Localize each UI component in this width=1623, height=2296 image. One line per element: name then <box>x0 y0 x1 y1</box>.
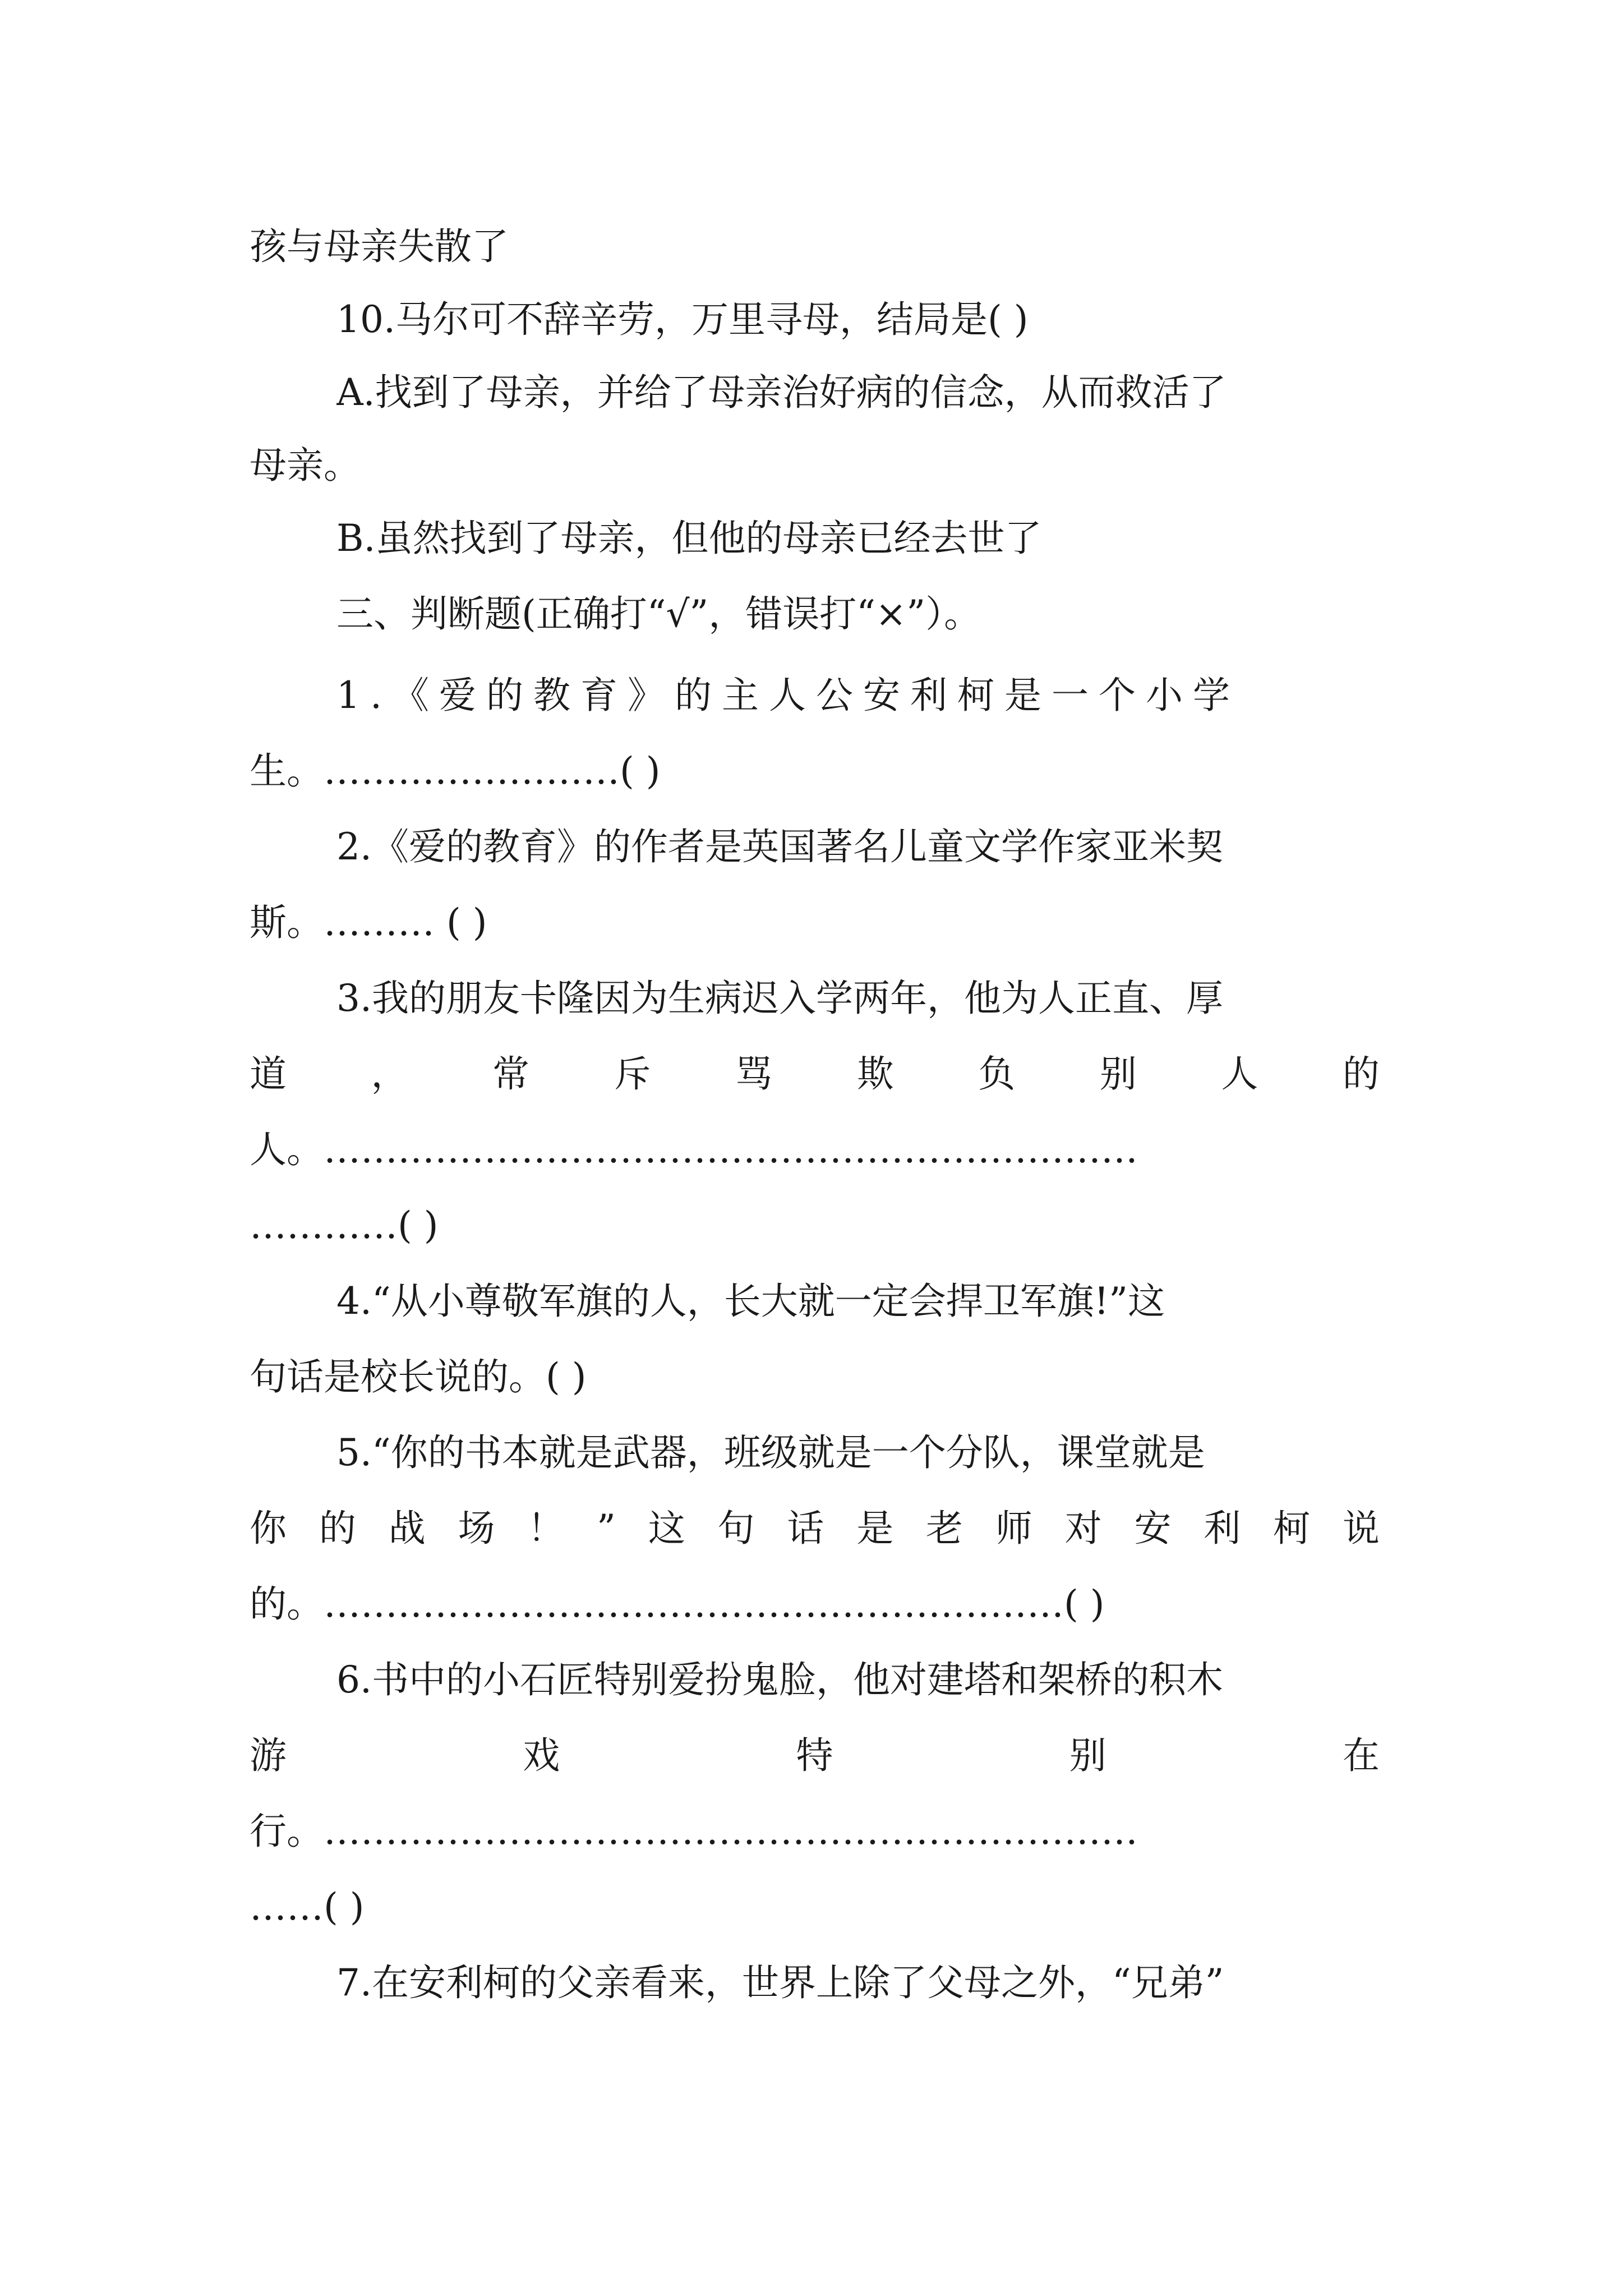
judgment-2-line-1: 2.《爱的教育》的作者是英国著名儿童文学作家亚米契 <box>336 825 1223 868</box>
justified-char: 战 <box>388 1507 426 1550</box>
judgment-6-line-2 <box>250 1728 1380 1784</box>
judgment-3-line-3: 人。………………………………………………………… <box>250 1128 1138 1171</box>
justified-char: 场 <box>458 1507 495 1550</box>
justified-char: 特 <box>796 1734 833 1777</box>
justified-char: 骂 <box>735 1052 773 1096</box>
judgment-6-line-3: 行。………………………………………………………… <box>250 1810 1138 1853</box>
judgment-1-line-1: 1.《爱的教育》的主人公安利柯是一个小学 <box>336 674 1240 717</box>
justified-char: ， <box>371 1052 408 1096</box>
judgment-1-line-2: 生。……………………( ) <box>250 749 661 793</box>
judgment-3-line-1: 3.我的朋友卡隆因为生病迟入学两年，他为人正直、厚 <box>336 977 1223 1020</box>
justified-char: 柯 <box>1273 1507 1311 1550</box>
justified-char: 的 <box>319 1507 356 1550</box>
justified-char: 负 <box>978 1052 1016 1096</box>
justified-char: 的 <box>1342 1052 1380 1096</box>
justified-char: 人 <box>1221 1052 1258 1096</box>
option-a-line-1: A.找到了母亲，并给了母亲治好病的信念，从而救活了 <box>336 371 1227 414</box>
judgment-5-line-3: 的。……………………………………………………( ) <box>250 1582 1105 1626</box>
justified-char: 游 <box>250 1734 287 1777</box>
question-10: 10.马尔可不辞辛劳，万里寻母，结局是( ) <box>336 298 1029 341</box>
justified-char: 话 <box>787 1507 824 1550</box>
judgment-5-line-2 <box>250 1501 1380 1557</box>
judgment-3-line-2 <box>250 1046 1380 1102</box>
justified-char: 这 <box>648 1507 685 1550</box>
judgment-6-line-4: ……( ) <box>250 1885 365 1929</box>
judgment-4-line-2: 句话是校长说的。( ) <box>250 1355 587 1398</box>
judgment-6-line-1: 6.书中的小石匠特别爱扮鬼脸，他对建塔和架桥的积木 <box>336 1658 1223 1701</box>
text-line-1: 孩与母亲失散了 <box>250 225 509 268</box>
justified-char: 安 <box>1134 1507 1172 1550</box>
judgment-3-line-4: …………( ) <box>250 1204 439 1247</box>
judgment-7-line-1: 7.在安利柯的父亲看来，世界上除了父母之外，“兄弟” <box>336 1961 1224 2004</box>
justified-char: 是 <box>856 1507 894 1550</box>
justified-char: 说 <box>1343 1507 1380 1550</box>
justified-char: 道 <box>250 1052 287 1096</box>
section-heading-judgment: 三、判断题(正确打“√”，错误打“×”）。 <box>336 592 981 636</box>
justified-char: 利 <box>1204 1507 1241 1550</box>
option-a-line-2: 母亲。 <box>250 444 361 487</box>
justified-char: 斥 <box>614 1052 651 1096</box>
option-b: B.虽然找到了母亲，但他的母亲已经去世了 <box>336 517 1042 560</box>
judgment-2-line-2: 斯。……… ( ) <box>250 901 487 944</box>
justified-char: 欺 <box>856 1052 894 1096</box>
justified-char: ！ <box>527 1507 565 1550</box>
justified-char: 你 <box>250 1507 287 1550</box>
justified-char: 对 <box>1064 1507 1102 1550</box>
justified-char: 常 <box>492 1052 530 1096</box>
justified-char: 别 <box>1069 1734 1106 1777</box>
justified-char: 别 <box>1099 1052 1137 1096</box>
justified-char: 师 <box>995 1507 1032 1550</box>
justified-char: 在 <box>1343 1734 1380 1777</box>
justified-char: 老 <box>926 1507 963 1550</box>
justified-char: 戏 <box>523 1734 560 1777</box>
judgment-5-line-1: 5.“你的书本就是武器，班级就是一个分队，课堂就是 <box>336 1431 1205 1474</box>
justified-char: ” <box>597 1507 616 1550</box>
justified-char: 句 <box>717 1507 755 1550</box>
judgment-4-line-1: 4.“从小尊敬军旗的人，长大就一定会捍卫军旗!”这 <box>336 1280 1165 1323</box>
